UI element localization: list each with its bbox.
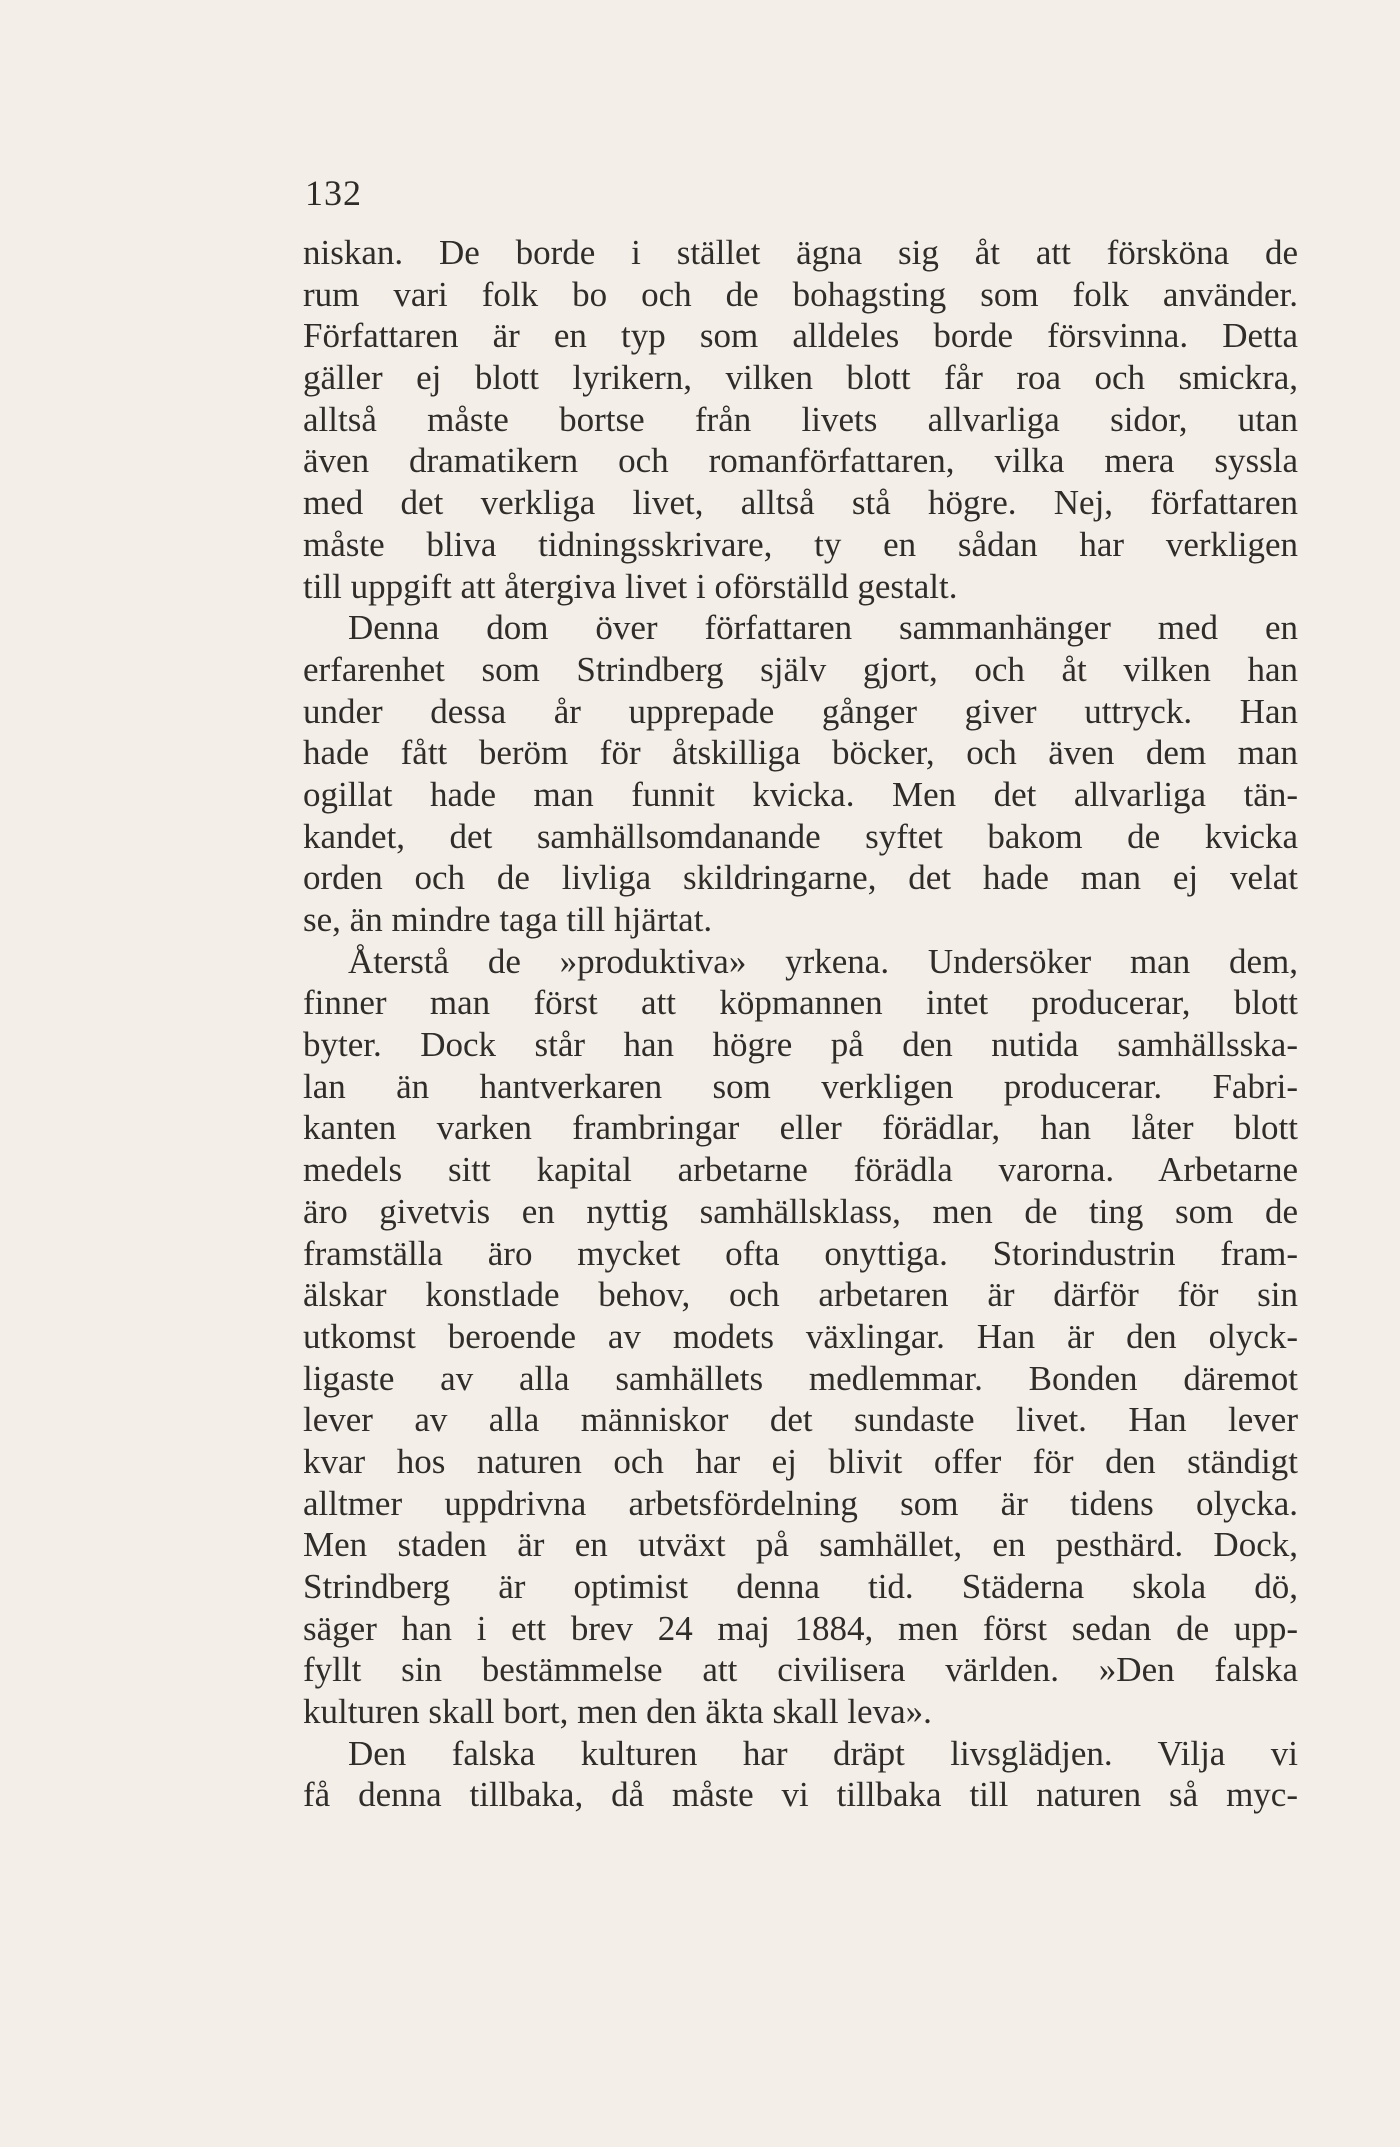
text-line: Men staden är en utväxt på samhället, en pesthärd. Dock, — [303, 1525, 1298, 1565]
text-line: Strindberg är optimist denna tid. Städerna skola dö, — [303, 1567, 1298, 1606]
text-line: niskan. De borde i stället ägna sig åt att försköna de — [303, 233, 1298, 272]
text-line: kulturen skall bort, men den äkta skall leva». — [303, 1692, 932, 1732]
text-line: hade fått beröm för åtskilliga böcker, och även dem man — [303, 733, 1298, 773]
text-line: alltmer uppdrivna arbetsfördelning som är tidens olycka. — [303, 1483, 1298, 1523]
text-line: se, än mindre taga till hjärtat. — [303, 900, 713, 939]
text-line: fyllt sin bestämmelse att civilisera världen. »Den falska — [303, 1650, 1298, 1690]
text-line: medels sitt kapital arbetarne förädla varorna. Arbetarne — [303, 1150, 1298, 1190]
text-line: älskar konstlade behov, och arbetaren är därför för sin — [303, 1275, 1298, 1315]
text-line: lever av alla människor det sundaste livet. Han lever — [303, 1400, 1298, 1440]
text-line: framställa äro mycket ofta onyttiga. Storindustrin fram- — [303, 1233, 1298, 1273]
page-number: 132 — [305, 173, 362, 213]
text-line: ligaste av alla samhällets medlemmar. Bonden däremot — [303, 1358, 1298, 1398]
text-line: Den falska kulturen har dräpt livsglädjen. Vilja vi — [348, 1733, 1298, 1773]
text-line: orden och de livliga skildringarne, det hade man ej velat — [303, 858, 1298, 898]
body-text — [303, 232, 1298, 1816]
text-line: gäller ej blott lyrikern, vilken blott får roa och smickra, — [303, 358, 1298, 398]
text-line: Återstå de »produktiva» yrkena. Undersöker man dem, — [348, 941, 1298, 981]
text-line: säger han i ett brev 24 maj 1884, men först sedan de upp- — [303, 1608, 1298, 1648]
text-line: med det verkliga livet, alltså stå högre. Nej, författaren — [303, 483, 1298, 523]
text-line: finner man först att köpmannen intet producerar, blott — [303, 983, 1298, 1023]
text-line: måste bliva tidningsskrivare, ty en sådan har verkligen — [303, 524, 1298, 564]
text-line: kvar hos naturen och har ej blivit offer för den ständigt — [303, 1441, 1298, 1481]
text-line: Författaren är en typ som alldeles borde försvinna. Detta — [303, 316, 1298, 356]
text-line: Denna dom över författaren sammanhänger med en — [348, 608, 1298, 648]
text-line: erfarenhet som Strindberg själv gjort, och åt vilken han — [303, 649, 1298, 689]
text-line: rum vari folk bo och de bohagsting som folk använder. — [303, 274, 1298, 314]
text-line: byter. Dock står han högre på den nutida samhällsska- — [303, 1025, 1298, 1065]
text-line: lan än hantverkaren som verkligen producerar. Fabri- — [303, 1066, 1298, 1106]
text-line: kanten varken frambringar eller förädlar, han låter blott — [303, 1108, 1298, 1148]
text-line: äro givetvis en nyttig samhällsklass, men de ting som de — [303, 1191, 1298, 1231]
text-line: kandet, det samhällsomdanande syftet bakom de kvicka — [303, 816, 1298, 856]
text-line: till uppgift att återgiva livet i oförställd gestalt. — [303, 566, 958, 606]
text-line: utkomst beroende av modets växlingar. Han är den olyck- — [303, 1316, 1298, 1356]
text-line: även dramatikern och romanförfattaren, vilka mera syssla — [303, 441, 1298, 481]
text-line: få denna tillbaka, då måste vi tillbaka till naturen så myc- — [303, 1775, 1298, 1815]
text-line: alltså måste bortse från livets allvarliga sidor, utan — [303, 399, 1298, 439]
text-line: under dessa år upprepade gånger giver uttryck. Han — [303, 691, 1298, 731]
text-line: ogillat hade man funnit kvicka. Men det allvarliga tän- — [303, 774, 1298, 814]
